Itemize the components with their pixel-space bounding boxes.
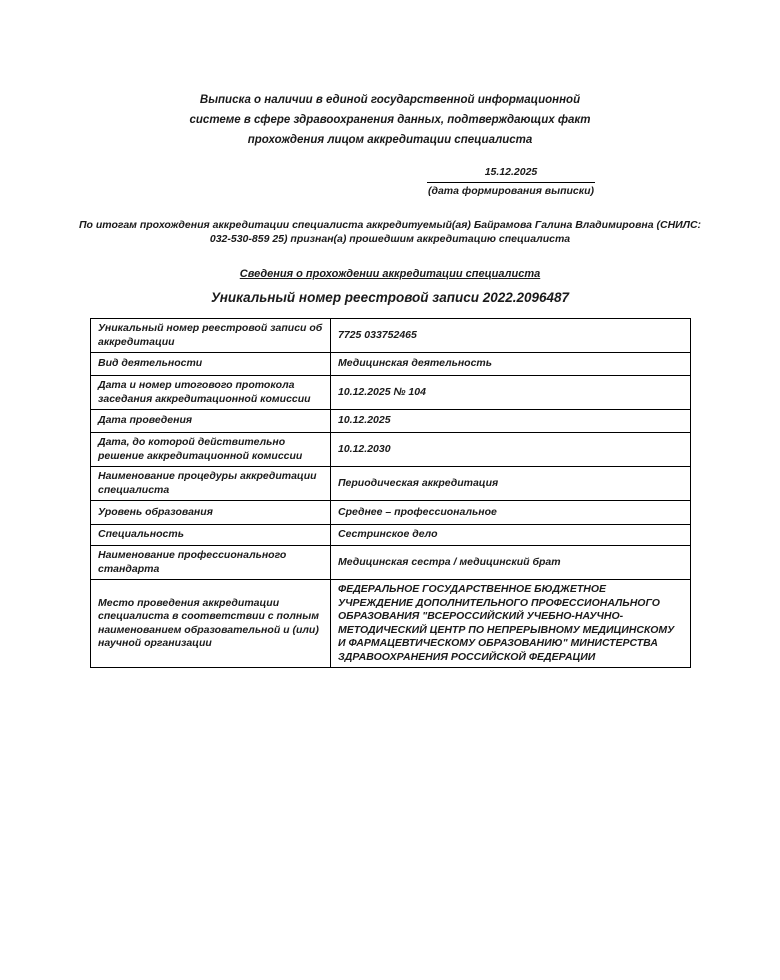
row-label: Уровень образования	[91, 501, 331, 525]
table-row	[91, 433, 691, 467]
row-label: Дата проведения	[91, 410, 331, 433]
table-row	[91, 580, 691, 668]
row-label: Наименование процедуры аккредитации специалиста	[91, 467, 331, 501]
intro-line-1: По итогам прохождения аккредитации специалиста аккредитуемый(ая) Байрамова Галина Владимировна (СНИЛС:	[78, 219, 702, 231]
row-value: ФЕДЕРАЛЬНОЕ ГОСУДАРСТВЕННОЕ БЮДЖЕТНОЕ УЧРЕЖДЕНИЕ ДОПОЛНИТЕЛЬНОГО ПРОФЕССИОНАЛЬНОГО ОБРАЗОВАНИЯ "ВСЕРОССИЙСКИЙ УЧЕБНО-НАУЧНО-МЕТОДИЧЕСКИЙ ЦЕНТР ПО НЕПРЕРЫВНОМУ МЕДИЦИНСКОМУ И ФАРМАЦЕВТИЧЕСКОМУ ОБРАЗОВАНИЮ" МИНИСТЕРСТВА ЗДРАВООХРАНЕНИЯ РОССИЙСКОЙ ФЕДЕРАЦИИ	[331, 580, 691, 668]
row-label: Наименование профессионального стандарта	[91, 546, 331, 580]
table-row	[91, 353, 691, 376]
intro-paragraph	[60, 218, 720, 246]
table-row	[91, 376, 691, 410]
row-label: Дата и номер итогового протокола заседания аккредитационной комиссии	[91, 376, 331, 410]
extract-date-block	[427, 166, 595, 198]
table-row	[91, 467, 691, 501]
extract-document	[0, 90, 780, 980]
row-label: Специальность	[91, 525, 331, 546]
intro-line-2: 032-530-859 25) признан(а) прошедшим аккредитацию специалиста	[209, 233, 571, 245]
title-line-3: прохождения лицом аккредитации специалиста	[247, 134, 533, 146]
document-page	[0, 90, 780, 980]
row-value: Медицинская деятельность	[331, 353, 691, 376]
extract-date-caption: (дата формирования выписки)	[427, 185, 595, 197]
row-label: Уникальный номер реестровой записи об аккредитации	[91, 319, 331, 353]
table-row	[91, 319, 691, 353]
accreditation-table	[90, 318, 691, 668]
document-title	[110, 90, 670, 150]
section-heading: Сведения о прохождении аккредитации специалиста	[239, 268, 541, 280]
row-value: Периодическая аккредитация	[331, 467, 691, 501]
title-line-1: Выписка о наличии в единой государственной информационной	[199, 94, 581, 106]
row-label: Место проведения аккредитации специалиста в соответствии с полным наименованием образовательной и (или) научной организации	[91, 580, 331, 668]
row-value: 7725 033752465	[331, 319, 691, 353]
row-value: Сестринское дело	[331, 525, 691, 546]
row-label: Дата, до которой действительно решение аккредитационной комиссии	[91, 433, 331, 467]
table-row	[91, 546, 691, 580]
extract-date: 15.12.2025	[427, 166, 595, 183]
row-value: Среднее – профессиональное	[331, 501, 691, 525]
row-label: Вид деятельности	[91, 353, 331, 376]
row-value: 10.12.2030	[331, 433, 691, 467]
table-row	[91, 410, 691, 433]
registry-number-heading: Уникальный номер реестровой записи 2022.2096487	[210, 290, 570, 305]
title-line-2: системе в сфере здравоохранения данных, подтверждающих факт	[189, 114, 591, 126]
table-row	[91, 501, 691, 525]
table-row	[91, 525, 691, 546]
row-value: 10.12.2025 № 104	[331, 376, 691, 410]
row-value: 10.12.2025	[331, 410, 691, 433]
row-value: Медицинская сестра / медицинский брат	[331, 546, 691, 580]
